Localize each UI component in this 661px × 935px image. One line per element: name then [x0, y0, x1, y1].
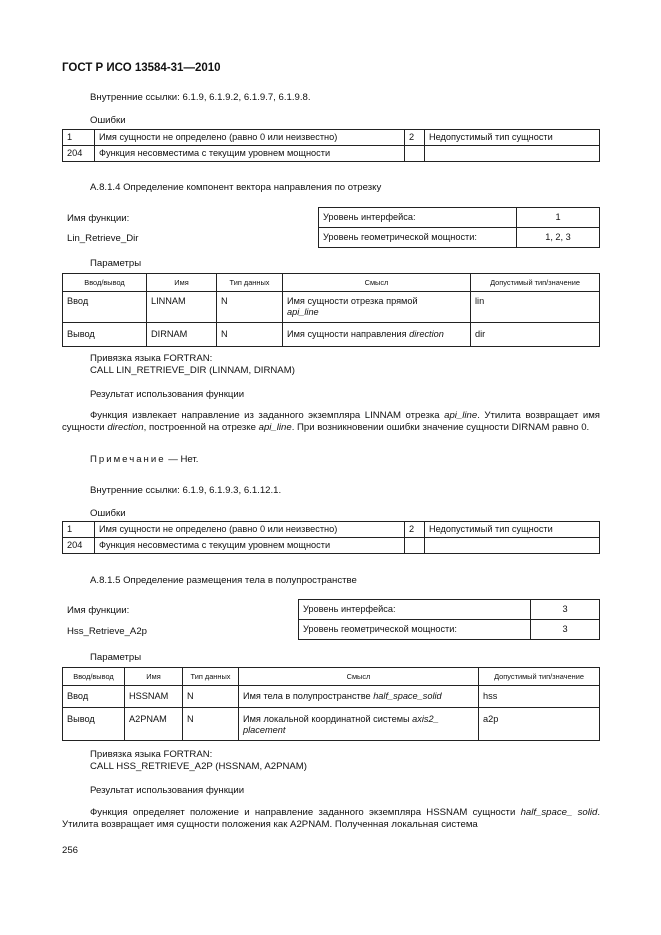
error-text: Недопустимый тип сущности — [425, 130, 600, 146]
section-heading: А.8.1.4 Определение компонент вектора направления по отрезку — [90, 182, 382, 193]
table-row — [63, 292, 600, 323]
errors-label: Ошибки — [90, 115, 126, 126]
error-code: 2 — [405, 522, 425, 538]
param-name: HSSNAM — [125, 686, 183, 708]
column-header: Ввод/вывод — [63, 274, 147, 292]
error-code: 1 — [63, 130, 95, 146]
levels-table — [298, 599, 600, 640]
function-name: Lin_Retrieve_Dir — [67, 233, 139, 244]
table-row — [63, 130, 600, 146]
level-label: Уровень интерфейса: — [299, 600, 531, 620]
section-heading: А.8.1.5 Определение размещения тела в полупространстве — [90, 575, 357, 586]
table-row — [319, 208, 600, 228]
param-allowed: a2p — [479, 708, 600, 741]
param-name: DIRNAM — [147, 323, 217, 347]
param-allowed: hss — [479, 686, 600, 708]
fortran-label: Привязка языка FORTRAN: — [90, 749, 213, 760]
result-label: Результат использования функции — [90, 785, 245, 796]
table-header-row — [63, 274, 600, 292]
error-text: Недопустимый тип сущности — [425, 522, 600, 538]
param-name: A2PNAM — [125, 708, 183, 741]
column-header: Смысл — [239, 668, 479, 686]
level-value: 1, 2, 3 — [517, 228, 600, 248]
param-meaning: Имя тела в полупространстве half_space_solid — [239, 686, 479, 708]
error-code: 1 — [63, 522, 95, 538]
internal-refs: Внутренние ссылки: 6.1.9, 6.1.9.2, 6.1.9.7, 6.1.9.8. — [90, 92, 311, 103]
param-io: Ввод — [63, 686, 125, 708]
result-label: Результат использования функции — [90, 389, 245, 400]
column-header: Имя — [125, 668, 183, 686]
table-row — [63, 686, 600, 708]
column-header: Тип данных — [183, 668, 239, 686]
param-type: N — [183, 708, 239, 741]
table-row — [299, 600, 600, 620]
function-name: Hss_Retrieve_A2p — [67, 626, 147, 637]
page-number: 256 — [62, 845, 79, 856]
result-paragraph: Функция определяет положение и направление заданного экземпляра HSSNAM сущности half_space_ solid. Утилита возвращает имя сущности положения как A2PNAM. Полученная локальная система — [62, 807, 600, 831]
level-label: Уровень геометрической мощности: — [319, 228, 517, 248]
error-text: Имя сущности не определено (равно 0 или неизвестно) — [95, 522, 405, 538]
function-label: Имя функции: — [67, 213, 130, 224]
param-name: LINNAM — [147, 292, 217, 323]
fortran-label: Привязка языка FORTRAN: — [90, 353, 213, 364]
errors-label: Ошибки — [90, 508, 126, 519]
error-code — [405, 538, 425, 554]
internal-refs: Внутренние ссылки: 6.1.9, 6.1.9.3, 6.1.12.1. — [90, 485, 282, 496]
table-row — [63, 323, 600, 347]
error-text: Имя сущности не определено (равно 0 или неизвестно) — [95, 130, 405, 146]
document-header: ГОСТ Р ИСО 13584-31—2010 — [62, 62, 221, 74]
param-allowed: dir — [471, 323, 600, 347]
params-label: Параметры — [90, 258, 142, 269]
fortran-call: CALL LIN_RETRIEVE_DIR (LINNAM, DIRNAM) — [90, 365, 295, 376]
param-allowed: lin — [471, 292, 600, 323]
table-row — [63, 146, 600, 162]
errors-table — [62, 521, 600, 554]
fortran-call: CALL HSS_RETRIEVE_A2P (HSSNAM, A2PNAM) — [90, 761, 307, 772]
table-row — [63, 522, 600, 538]
level-label: Уровень геометрической мощности: — [299, 620, 531, 640]
param-io: Вывод — [63, 323, 147, 347]
error-code: 204 — [63, 538, 95, 554]
params-label: Параметры — [90, 652, 142, 663]
error-text: Функция несовместима с текущим уровнем мощности — [95, 538, 405, 554]
error-code — [405, 146, 425, 162]
level-label: Уровень интерфейса: — [319, 208, 517, 228]
errors-table — [62, 129, 600, 162]
param-type: N — [183, 686, 239, 708]
param-meaning: Имя сущности отрезка прямой api_line — [283, 292, 471, 323]
table-row — [319, 228, 600, 248]
levels-table — [318, 207, 600, 248]
column-header: Смысл — [283, 274, 471, 292]
column-header: Тип данных — [217, 274, 283, 292]
param-meaning: Имя сущности направления direction — [283, 323, 471, 347]
table-header-row — [63, 668, 600, 686]
error-text — [425, 146, 600, 162]
note: Примечание — Нет. — [90, 454, 199, 465]
param-meaning: Имя локальной координатной системы axis2_ placement — [239, 708, 479, 741]
error-code: 2 — [405, 130, 425, 146]
error-text: Функция несовместима с текущим уровнем мощности — [95, 146, 405, 162]
table-row — [63, 708, 600, 741]
column-header: Ввод/вывод — [63, 668, 125, 686]
table-row — [63, 538, 600, 554]
level-value: 1 — [517, 208, 600, 228]
param-type: N — [217, 323, 283, 347]
column-header: Допустимый тип/значение — [471, 274, 600, 292]
level-value: 3 — [531, 600, 600, 620]
param-type: N — [217, 292, 283, 323]
error-text — [425, 538, 600, 554]
result-paragraph: Функция извлекает направление из заданного экземпляра LINNAM отрезка api_line. Утилита возвращает имя сущности direction, построенной на отрезке api_line. При возникновении ошибки значение сущности DIRNAM равно 0. — [62, 410, 600, 434]
function-label: Имя функции: — [67, 605, 130, 616]
param-io: Ввод — [63, 292, 147, 323]
level-value: 3 — [531, 620, 600, 640]
params-table — [62, 667, 600, 741]
params-table — [62, 273, 600, 347]
column-header: Допустимый тип/значение — [479, 668, 600, 686]
table-row — [299, 620, 600, 640]
param-io: Вывод — [63, 708, 125, 741]
error-code: 204 — [63, 146, 95, 162]
column-header: Имя — [147, 274, 217, 292]
